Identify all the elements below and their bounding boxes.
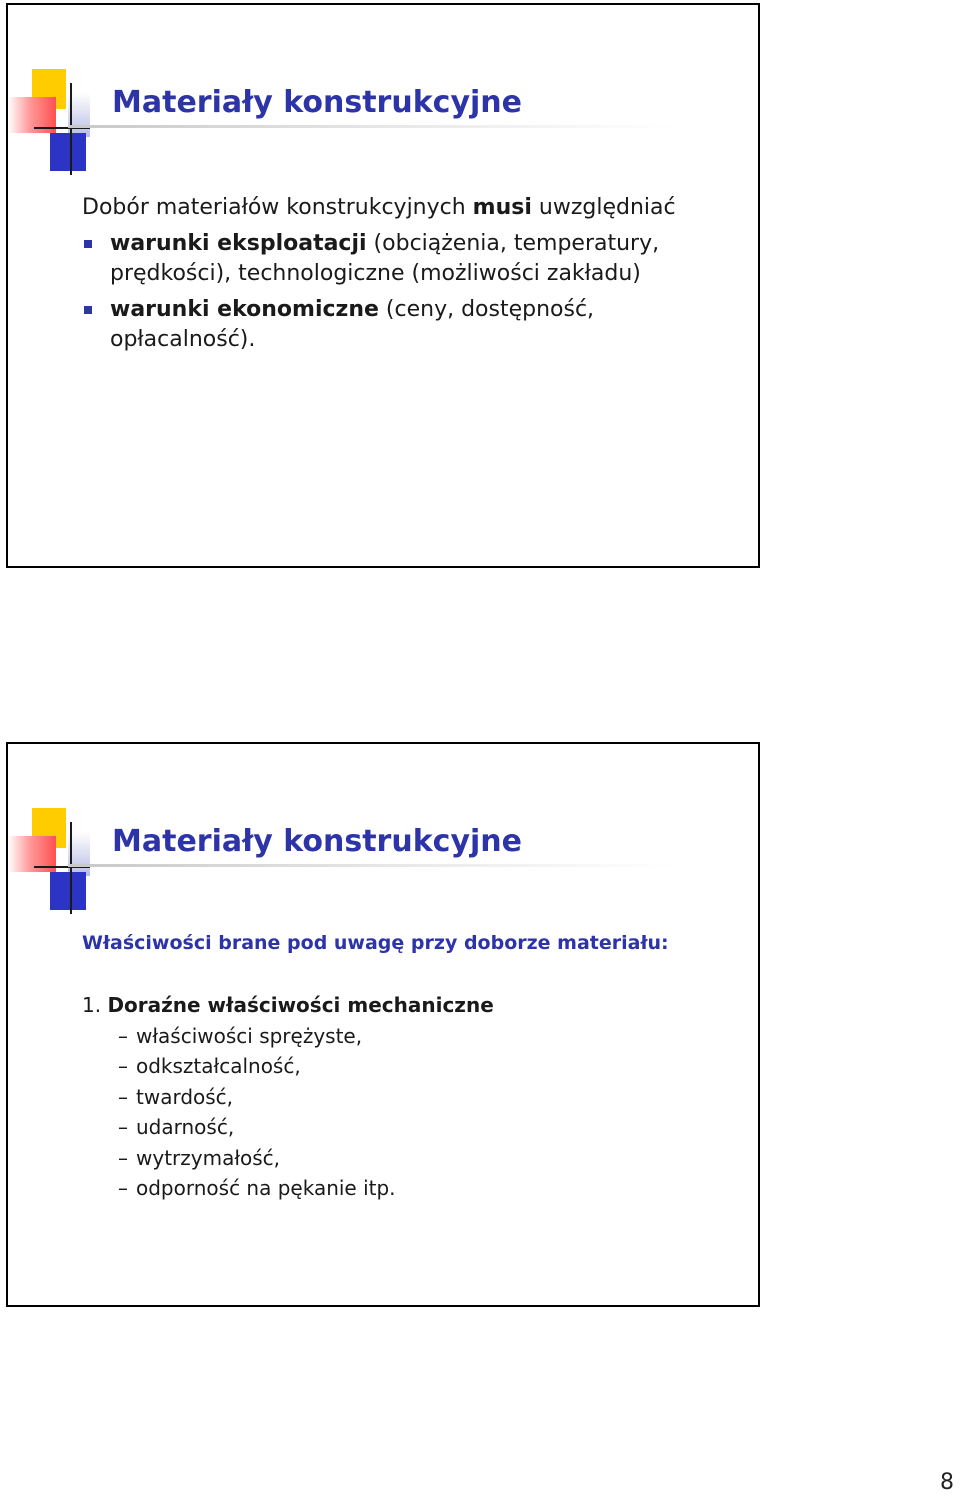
dash-bullet-icon: – — [118, 1054, 128, 1078]
list-item — [82, 1173, 494, 1204]
slide-2 — [6, 742, 760, 1307]
list-item — [82, 1143, 494, 1174]
list-number: 1. — [82, 993, 108, 1017]
slide-logo-decoration — [8, 744, 128, 924]
list-item-text: twardość, — [136, 1084, 234, 1109]
vertical-line — [70, 83, 72, 175]
intro-suffix: uwzględniać — [531, 195, 676, 220]
properties-list — [82, 990, 494, 1204]
dash-bullet-icon: – — [118, 1084, 128, 1109]
square-bullet-icon — [84, 306, 92, 314]
slide-subtitle: Właściwości brane pod uwagę przy doborze materiału: — [82, 932, 669, 954]
list-item-text: udarność, — [136, 1115, 235, 1139]
slide-title: Materiały konstrukcyjne — [112, 85, 522, 120]
intro-prefix: Dobór materiałów konstrukcyjnych — [82, 195, 473, 220]
bullet-item — [82, 295, 722, 355]
slide-1 — [6, 3, 760, 568]
title-underline — [68, 125, 678, 128]
list-item — [82, 1082, 494, 1113]
bullet-text: (obciążenia, temperatury, prędkości), technologiczne (możliwości zakładu) — [110, 231, 660, 286]
blue-square — [50, 133, 86, 171]
slide-body — [82, 193, 722, 361]
list-item-text: wytrzymałość, — [136, 1145, 281, 1170]
title-underline — [68, 864, 678, 867]
list-item-text: właściwości sprężyste, — [136, 1023, 363, 1048]
bullet-item — [82, 229, 722, 289]
list-item-text: odkształcalność, — [136, 1054, 301, 1078]
bullet-text: (ceny, dostępność, opłacalność). — [110, 297, 595, 352]
square-bullet-icon — [84, 240, 92, 248]
dash-bullet-icon: – — [118, 1115, 128, 1139]
list-item-text: odporność na pękanie itp. — [136, 1176, 396, 1200]
slide-logo-decoration — [8, 5, 128, 185]
slide-title: Materiały konstrukcyjne — [112, 824, 522, 859]
intro-bold: musi — [472, 195, 532, 220]
list-item — [82, 1112, 494, 1143]
list-item — [82, 1051, 494, 1082]
page-number: 8 — [940, 1470, 954, 1495]
dash-bullet-icon: – — [118, 1145, 128, 1170]
numbered-heading — [82, 990, 494, 1021]
numbered-heading-text: Doraźne właściwości mechaniczne — [107, 993, 494, 1017]
bullet-bold: warunki eksploatacji — [110, 231, 367, 256]
vertical-line — [70, 822, 72, 914]
dash-bullet-icon: – — [118, 1176, 128, 1200]
intro-text — [82, 193, 722, 223]
dash-bullet-icon: – — [118, 1023, 128, 1048]
list-item — [82, 1021, 494, 1052]
blue-square — [50, 872, 86, 910]
bullet-bold: warunki ekonomiczne — [110, 297, 379, 322]
